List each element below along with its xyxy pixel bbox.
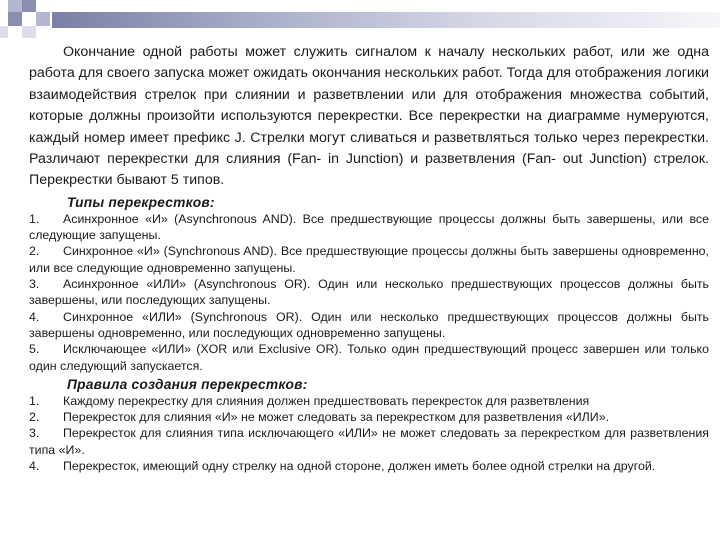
list-item (29, 458, 709, 474)
item-number: 5. (29, 342, 40, 357)
item-number: 2. (29, 244, 40, 259)
decor-square (8, 0, 22, 12)
item-number: 3. (29, 426, 40, 441)
decor-square (22, 0, 36, 12)
item-text: Синхронное «И» (Synchronous AND). Все предшествующие процессы должны быть завершены одновременно, или все следующие одновременно запущены. (29, 244, 709, 275)
decor-square (0, 26, 8, 38)
item-number: 4. (29, 459, 40, 473)
intro-paragraph: Окончание одной работы может служить сигналом к началу нескольких работ, или же одна работа для своего запуска может ожидать окончания нескольких работ. Тогда для отображения логики взаимодействия стрелок при слиянии и разветвлении или для отображения множества событий, которые должны произойти используются перекрестки. Все перекрестки на диаграмме нумеруются, каждый номер имеет префикс J. Стрелки могут сливаться и разветвляться только через перекрестки. Различают перекрестки для слияния (Fan- in Junction) и разветвления (Fan- out Junction) стрелок. Перекрестки бывают 5 типов. (29, 44, 709, 189)
list-item (29, 276, 709, 309)
item-text: Асинхронное «И» (Asynchronous AND). Все предшествующие процессы должны быть завершены, или все следующие запущены. (29, 211, 709, 243)
item-number: 4. (29, 309, 40, 324)
item-number: 1. (29, 393, 40, 408)
header-gradient-bar (52, 12, 720, 28)
types-list (29, 211, 709, 374)
item-number: 2. (29, 410, 40, 425)
list-item (29, 309, 709, 342)
header-decoration (0, 0, 720, 48)
decor-square (36, 12, 50, 26)
slide-content (29, 42, 709, 474)
item-number: 1. (29, 211, 40, 226)
types-heading: Типы перекрестков: (67, 194, 215, 210)
item-text: Исключающее «ИЛИ» (XOR или Exclusive OR). Только один предшествующий процесс завершен или только один следующий запускается. (29, 342, 709, 373)
list-item (29, 243, 709, 276)
decor-square (22, 26, 36, 38)
list-item (29, 341, 709, 374)
list-item (29, 393, 709, 409)
item-text: Перекресток, имеющий одну стрелку на одной стороне, должен иметь более одной стрелки на другой. (63, 459, 656, 473)
item-text: Каждому перекрестку для слияния должен предшествовать перекресток для разветвления (63, 393, 590, 408)
item-number: 3. (29, 277, 40, 292)
rules-heading: Правила создания перекрестков: (67, 376, 308, 392)
list-item (29, 211, 709, 244)
list-item (29, 425, 709, 458)
decor-square (8, 12, 22, 26)
item-text: Асинхронное «ИЛИ» (Asynchronous OR). Один или несколько предшествующих процессов должны быть завершены, или последующих запущены. (29, 277, 709, 308)
rules-list (29, 393, 709, 474)
item-text: Перекресток для слияния типа исключающего «ИЛИ» не может следовать за перекрестком для разветвления типа «И». (29, 426, 709, 457)
list-item (29, 409, 709, 425)
item-text: Перекресток для слияния «И» не может следовать за перекрестком для разветвления «ИЛИ». (63, 410, 610, 425)
item-text: Синхронное «ИЛИ» (Synchronous OR). Один или несколько предшествующих процессов должны быть завершены одновременно, или последующих одновременно запущены. (29, 309, 709, 340)
